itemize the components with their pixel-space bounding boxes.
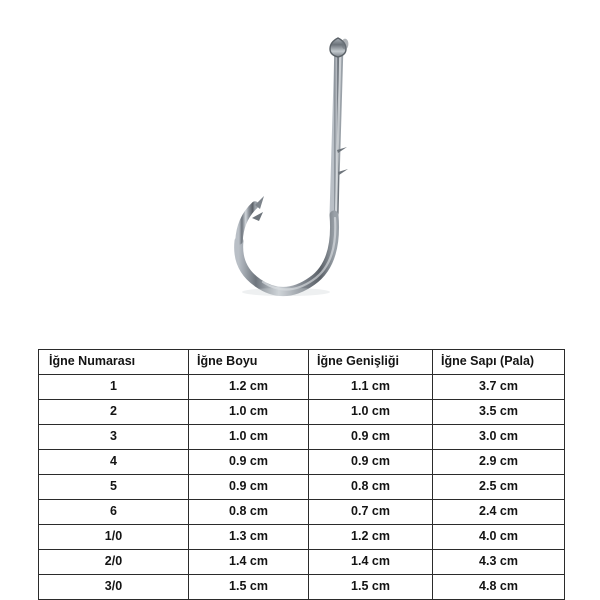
cell-hook-shank: 2.5 cm bbox=[433, 475, 565, 500]
table-row bbox=[39, 550, 565, 575]
cell-hook-width: 0.9 cm bbox=[309, 450, 433, 475]
table-row bbox=[39, 375, 565, 400]
column-header-hook-length: İğne Boyu bbox=[189, 350, 309, 375]
cell-hook-length: 1.0 cm bbox=[189, 400, 309, 425]
cell-hook-width: 0.9 cm bbox=[309, 425, 433, 450]
cell-hook-shank: 4.0 cm bbox=[433, 525, 565, 550]
cell-hook-number: 2 bbox=[39, 400, 189, 425]
cell-hook-length: 1.5 cm bbox=[189, 575, 309, 600]
column-header-hook-shank: İğne Sapı (Pala) bbox=[433, 350, 565, 375]
cell-hook-length: 1.0 cm bbox=[189, 425, 309, 450]
cell-hook-shank: 3.0 cm bbox=[433, 425, 565, 450]
table-row bbox=[39, 425, 565, 450]
cell-hook-number: 6 bbox=[39, 500, 189, 525]
cell-hook-width: 1.0 cm bbox=[309, 400, 433, 425]
cell-hook-number: 3/0 bbox=[39, 575, 189, 600]
cell-hook-number: 1 bbox=[39, 375, 189, 400]
cell-hook-shank: 4.3 cm bbox=[433, 550, 565, 575]
table-row bbox=[39, 525, 565, 550]
table-row bbox=[39, 400, 565, 425]
cell-hook-width: 1.1 cm bbox=[309, 375, 433, 400]
cell-hook-shank: 2.9 cm bbox=[433, 450, 565, 475]
table-row bbox=[39, 500, 565, 525]
cell-hook-width: 1.5 cm bbox=[309, 575, 433, 600]
cell-hook-shank: 4.8 cm bbox=[433, 575, 565, 600]
cell-hook-width: 0.8 cm bbox=[309, 475, 433, 500]
cell-hook-width: 1.4 cm bbox=[309, 550, 433, 575]
table-row bbox=[39, 575, 565, 600]
column-header-hook-number: İğne Numarası bbox=[39, 350, 189, 375]
cell-hook-length: 1.4 cm bbox=[189, 550, 309, 575]
cell-hook-number: 5 bbox=[39, 475, 189, 500]
cell-hook-width: 0.7 cm bbox=[309, 500, 433, 525]
cell-hook-length: 0.9 cm bbox=[189, 475, 309, 500]
table-row bbox=[39, 450, 565, 475]
specification-table-container bbox=[38, 349, 564, 600]
cell-hook-shank: 2.4 cm bbox=[433, 500, 565, 525]
table-header-row bbox=[39, 350, 565, 375]
cell-hook-width: 1.2 cm bbox=[309, 525, 433, 550]
cell-hook-shank: 3.5 cm bbox=[433, 400, 565, 425]
table-row bbox=[39, 475, 565, 500]
specification-table bbox=[38, 349, 565, 600]
cell-hook-number: 1/0 bbox=[39, 525, 189, 550]
cell-hook-shank: 3.7 cm bbox=[433, 375, 565, 400]
cell-hook-number: 4 bbox=[39, 450, 189, 475]
column-header-hook-width: İğne Genişliği bbox=[309, 350, 433, 375]
cell-hook-number: 2/0 bbox=[39, 550, 189, 575]
cell-hook-length: 1.2 cm bbox=[189, 375, 309, 400]
cell-hook-length: 1.3 cm bbox=[189, 525, 309, 550]
cell-hook-length: 0.8 cm bbox=[189, 500, 309, 525]
cell-hook-number: 3 bbox=[39, 425, 189, 450]
cell-hook-length: 0.9 cm bbox=[189, 450, 309, 475]
